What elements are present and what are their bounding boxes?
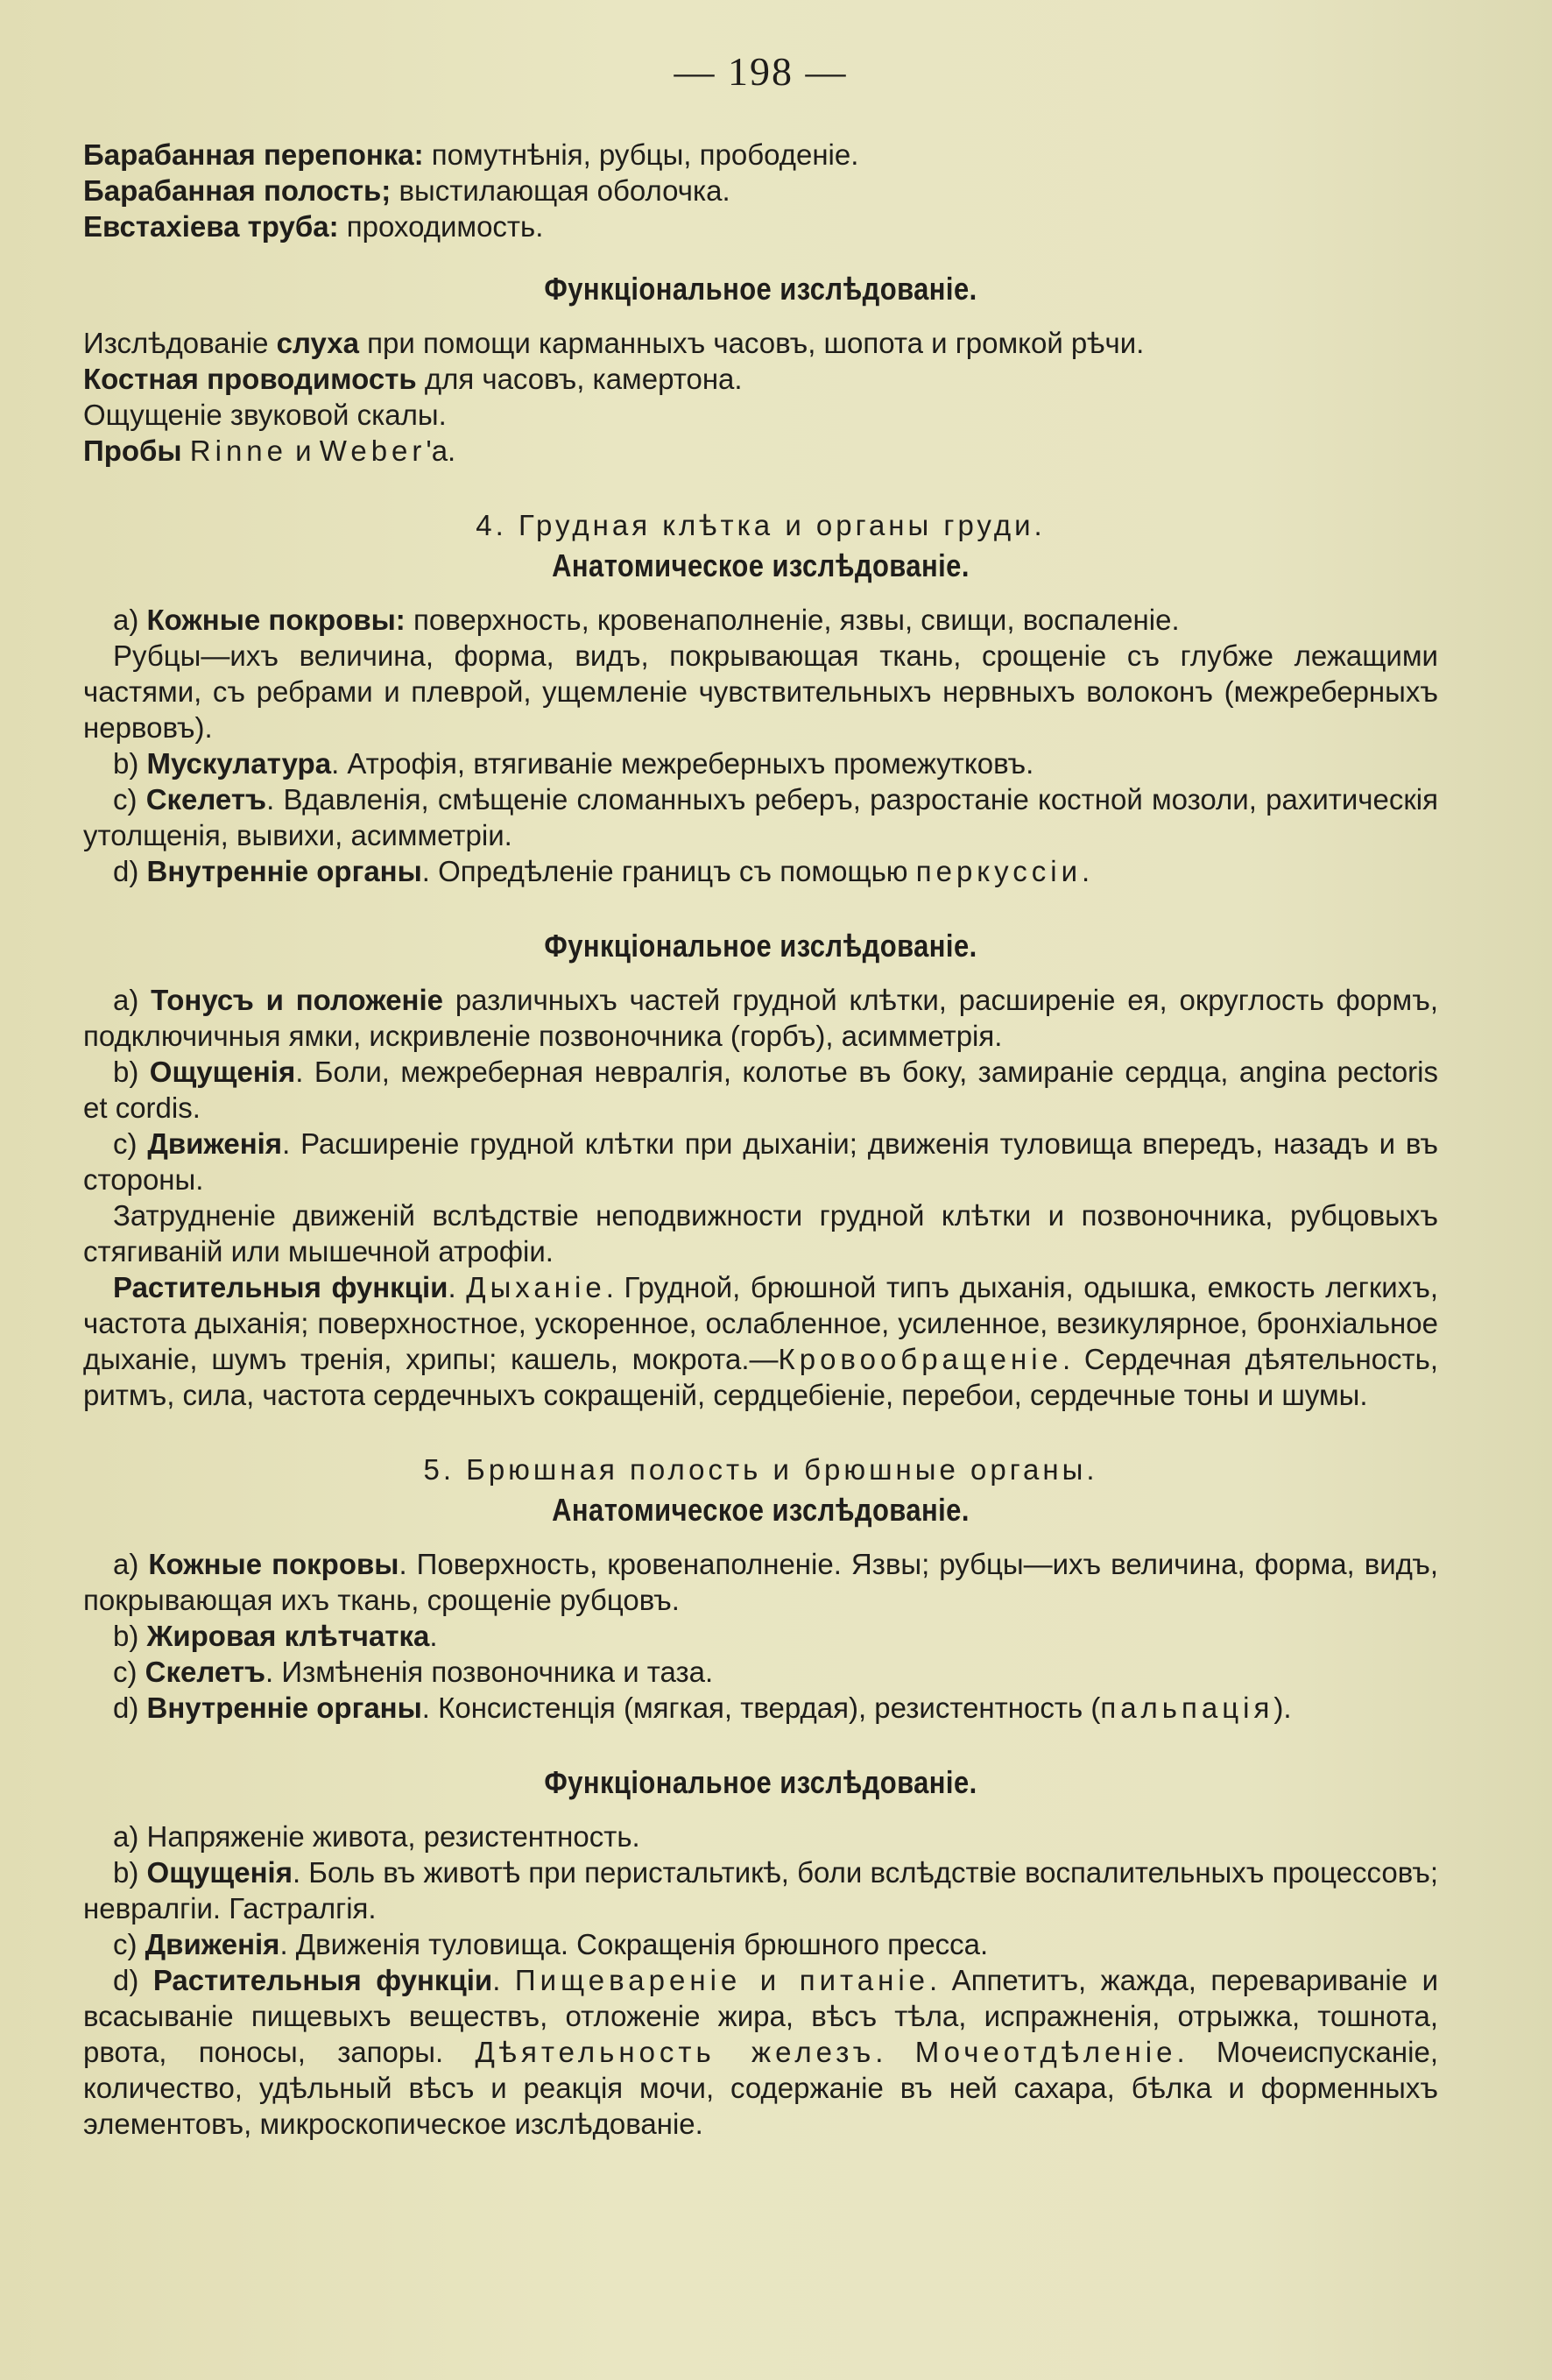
s4-movement-difficulty-paragraph: Затрудненіе движеній вслѣдствіе неподвижности грудной клѣтки и позвоночника, рубцовыхъ стягиваній или мышечной атрофіи. [83, 1199, 1438, 1268]
s4-movements-paragraph: c) Движенія. Расширеніе грудной клѣтки при дыханіи; движенія туловища впередъ, назадъ и въ стороны. [83, 1127, 1438, 1196]
s5-fat-paragraph: b) Жировая клѣтчатка. [113, 1620, 438, 1652]
page-number: — 198 — [674, 49, 848, 94]
hearing-test-paragraph: Изслѣдованіе слуха при помощи карманныхъ часовъ, шопота и громкой рѣчи. [83, 327, 1145, 359]
s4-muscles-paragraph: b) Мускулатура. Атрофія, втягиваніе межреберныхъ промежутковъ. [113, 747, 1034, 780]
ear-functional-heading: Функціональное изслѣдованіе. [544, 271, 977, 307]
s4-sensations-paragraph: b) Ощущенія. Боли, межреберная невралгія, колотье въ боку, замираніе сердца, angina pectoris et cordis. [83, 1056, 1438, 1124]
s5-vegetative-paragraph: d) Растительныя функціи. Пищевареніе и питаніе. Аппетитъ, жажда, перевариваніе и всасываніе пищевыхъ веществъ, отложеніе жира, вѣсъ тѣла, испражненія, отрыжка, тошнота, рвота, поносы, запоры. Дѣятельность железъ. Мочеотдѣленіе. Мочеиспусканіе, количество, удѣльный вѣсъ и реакція мочи, содержаніе въ ней сахара, бѣлка и форменныхъ элементовъ, микроскопическое изслѣдованіе. [83, 1964, 1438, 2140]
ear-anatomy-block [83, 137, 1438, 244]
s5-skin-paragraph: a) Кожные покровы. Поверхность, кровенаполненіе. Язвы; рубцы—ихъ величина, форма, видъ, покрывающая ихъ ткань, срощеніе рубцовъ. [83, 1548, 1438, 1616]
s5-skeleton-paragraph: c) Скелетъ. Измѣненія позвоночника и таза. [113, 1656, 714, 1688]
s5-sensations-paragraph: b) Ощущенія. Боль въ животѣ при перистальтикѣ, боли вслѣдствіе воспалительныхъ процессовъ; невралгіи. Гастралгія. [83, 1856, 1438, 1924]
eustachian-tube-line: Евстахіева труба: проходимость. [83, 210, 544, 243]
s4-scars-paragraph: Рубцы—ихъ величина, форма, видъ, покрывающая ткань, срощеніе съ глубже лежащими частями, съ ребрами и плеврой, ущемленіе чувствительныхъ нервныхъ волоконъ (межреберныхъ нервовъ). [83, 639, 1438, 744]
section-5-title: 5. Брюшная полость и брюшные органы. [423, 1453, 1098, 1486]
rinne-weber-paragraph: Пробы Rinne и Weber'а. [83, 434, 456, 467]
s5-organs-paragraph: d) Внутренніе органы. Консистенція (мягкая, твердая), резистентность (пальпація). [113, 1691, 1292, 1724]
section-4-title: 4. Грудная клѣтка и органы груди. [476, 509, 1046, 541]
s5-movements-paragraph: c) Движенія. Движенія туловища. Сокращенія брюшного пресса. [113, 1928, 989, 1960]
s4-skeleton-paragraph: c) Скелетъ. Вдавленія, смѣщеніе сломанныхъ реберъ, разростаніе костной мозоли, рахитическія утолщенія, вывихи, асимметріи. [83, 783, 1438, 851]
section-5-anatomy-heading: Анатомическое изслѣдованіе. [552, 1492, 970, 1528]
bone-conduction-paragraph: Костная проводимость для часовъ, камертона. [83, 363, 743, 395]
s4-tonus-paragraph: a) Тонусъ и положеніе различныхъ частей грудной клѣтки, расширеніе ея, округлость формъ, подключичныя ямки, искривленіе позвоночника (горбъ), асимметрія. [83, 984, 1438, 1052]
section-4-anatomy-heading: Анатомическое изслѣдованіе. [552, 547, 970, 583]
tympanic-cavity-line: Барабанная полость; выстилающая оболочка. [83, 174, 730, 207]
section-5-functional-heading: Функціональное изслѣдованіе. [544, 1764, 977, 1800]
section-4-functional-heading: Функціональное изслѣдованіе. [544, 928, 977, 964]
s4-vegetative-paragraph: Растительныя функціи. Дыханіе. Грудной, брюшной типъ дыханія, одышка, емкость легкихъ, частота дыханія; поверхностное, ускоренное, ослабленное, усиленное, везикулярное, бронхіальное дыханіе, шумъ тренія, хрипы; кашель, мокрота.—Кровообращеніе. Сердечная дѣятельность, ритмъ, сила, частота сердечныхъ сокращеній, сердцебіеніе, перебои, сердечные тоны и шумы. [83, 1271, 1438, 1411]
s5-tension-paragraph: a) Напряженіе живота, резистентность. [113, 1820, 640, 1853]
s4-organs-paragraph: d) Внутренніе органы. Опредѣленіе границъ съ помощью перкуссіи. [113, 855, 1090, 887]
sound-scale-paragraph: Ощущеніе звуковой скалы. [83, 399, 447, 431]
eardrum-line: Барабанная перепонка: помутнѣнія, рубцы, прободеніе. [83, 138, 859, 171]
s4-skin-paragraph: a) Кожные покровы: поверхность, кровенаполненіе, язвы, свищи, воспаленіе. [113, 604, 1180, 636]
